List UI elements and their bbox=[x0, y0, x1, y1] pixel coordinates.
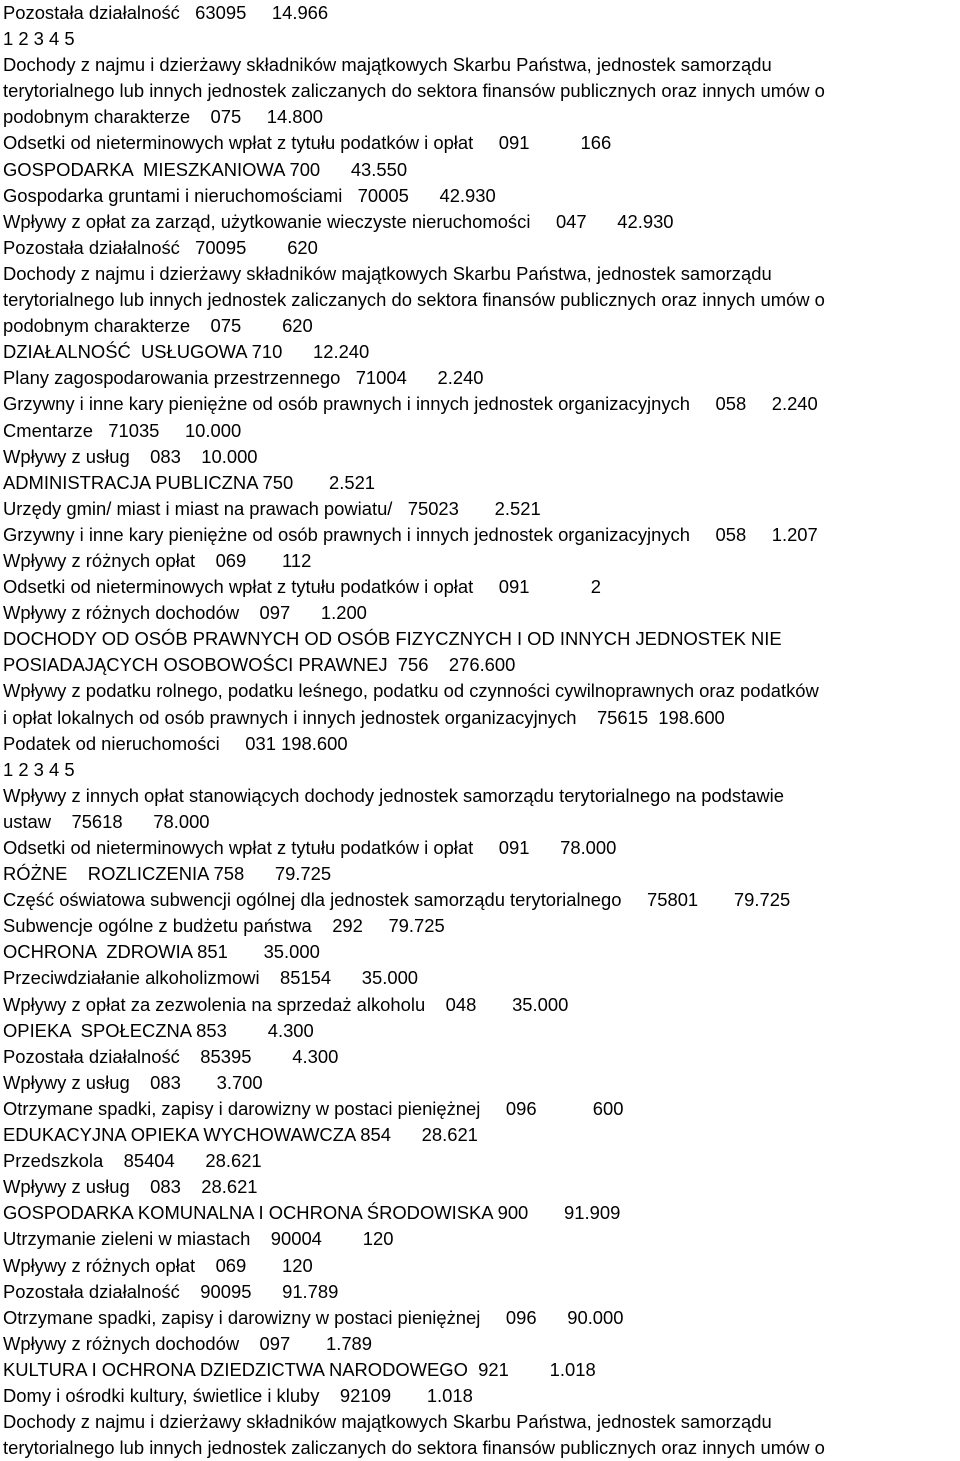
text-line: terytorialnego lub innych jednostek zaliczanych do sektora finansów publicznych oraz innych umów o bbox=[3, 1437, 825, 1459]
section-heading: KULTURA I OCHRONA DZIEDZICTWA NARODOWEGO 921 1.018 bbox=[3, 1358, 596, 1380]
section-heading: OPIEKA SPOŁECZNA 853 4.300 bbox=[3, 1019, 314, 1041]
section-heading: OCHRONA ZDROWIA 851 35.000 bbox=[3, 941, 320, 963]
text-line: Wpływy z różnych dochodów 097 1.200 bbox=[3, 602, 367, 624]
text-line: Przeciwdziałanie alkoholizmowi 85154 35.000 bbox=[3, 967, 419, 989]
text-line: Otrzymane spadki, zapisy i darowizny w postaci pieniężnej 096 600 bbox=[3, 1097, 624, 1119]
section-heading: GOSPODARKA MIESZKANIOWA 700 43.550 bbox=[3, 158, 408, 180]
text-line: Pozostała działalność 63095 14.966 bbox=[3, 2, 329, 23]
text-line: Pozostała działalność 85395 4.300 bbox=[3, 1045, 339, 1067]
text-line: Grzywny i inne kary pieniężne od osób prawnych i innych jednostek organizacyjnych 058 2.240 bbox=[3, 393, 818, 415]
text-line: Wpływy z usług 083 10.000 bbox=[3, 445, 258, 467]
section-heading: GOSPODARKA KOMUNALNA I OCHRONA ŚRODOWISKA 900 91.909 bbox=[3, 1202, 621, 1224]
text-line: Utrzymanie zieleni w miastach 90004 120 bbox=[3, 1228, 394, 1250]
text-line: Dochody z najmu i dzierżawy składników majątkowych Skarbu Państwa, jednostek samorządu bbox=[3, 54, 772, 76]
document-body bbox=[3, 0, 959, 1461]
text-line: Urzędy gmin/ miast i miast na prawach powiatu/ 75023 2.521 bbox=[3, 497, 541, 519]
text-line: Grzywny i inne kary pieniężne od osób prawnych i innych jednostek organizacyjnych 058 1.207 bbox=[3, 523, 818, 545]
text-line: podobnym charakterze 075 14.800 bbox=[3, 106, 323, 128]
column-numbers-line: 1 2 3 4 5 bbox=[3, 28, 75, 50]
text-line: Dochody z najmu i dzierżawy składników majątkowych Skarbu Państwa, jednostek samorządu bbox=[3, 1411, 772, 1433]
text-line: ustaw 75618 78.000 bbox=[3, 810, 210, 832]
section-heading: POSIADAJĄCYCH OSOBOWOŚCI PRAWNEJ 756 276.600 bbox=[3, 654, 516, 676]
text-line: Przedszkola 85404 28.621 bbox=[3, 1150, 262, 1172]
text-line: Wpływy z podatku rolnego, podatku leśnego, podatku od czynności cywilnoprawnych oraz podatków bbox=[3, 680, 819, 702]
text-line: i opłat lokalnych od osób prawnych i innych jednostek organizacyjnych 75615 198.600 bbox=[3, 706, 725, 728]
section-heading: DOCHODY OD OSÓB PRAWNYCH OD OSÓB FIZYCZNYCH I OD INNYCH JEDNOSTEK NIE bbox=[3, 628, 782, 650]
text-line: Odsetki od nieterminowych wpłat z tytułu podatków i opłat 091 2 bbox=[3, 576, 601, 598]
text-line: Wpływy z opłat za zezwolenia na sprzedaż alkoholu 048 35.000 bbox=[3, 993, 569, 1015]
column-numbers-line: 1 2 3 4 5 bbox=[3, 758, 75, 780]
text-line: Dochody z najmu i dzierżawy składników majątkowych Skarbu Państwa, jednostek samorządu bbox=[3, 262, 772, 284]
text-line: Wpływy z usług 083 28.621 bbox=[3, 1176, 258, 1198]
text-line: Wpływy z różnych opłat 069 120 bbox=[3, 1254, 313, 1276]
text-line: Pozostała działalność 70095 620 bbox=[3, 236, 318, 258]
text-line: Odsetki od nieterminowych wpłat z tytułu podatków i opłat 091 166 bbox=[3, 132, 612, 154]
text-line: podobnym charakterze 075 620 bbox=[3, 315, 313, 337]
text-line: Otrzymane spadki, zapisy i darowizny w postaci pieniężnej 096 90.000 bbox=[3, 1306, 624, 1328]
text-line: Wpływy z opłat za zarząd, użytkowanie wieczyste nieruchomości 047 42.930 bbox=[3, 210, 674, 232]
text-line: Podatek od nieruchomości 031 198.600 bbox=[3, 732, 348, 754]
text-line: Subwencje ogólne z budżetu państwa 292 79.725 bbox=[3, 915, 445, 937]
text-line: Pozostała działalność 90095 91.789 bbox=[3, 1280, 339, 1302]
section-heading: RÓŻNE ROZLICZENIA 758 79.725 bbox=[3, 863, 332, 885]
text-line: Odsetki od nieterminowych wpłat z tytułu podatków i opłat 091 78.000 bbox=[3, 837, 617, 858]
text-line: Domy i ośrodki kultury, świetlice i kluby 92109 1.018 bbox=[3, 1384, 473, 1406]
text-line: Cmentarze 71035 10.000 bbox=[3, 419, 242, 441]
text-line: Wpływy z usług 083 3.700 bbox=[3, 1071, 263, 1093]
text-line: Część oświatowa subwencji ogólnej dla jednostek samorządu terytorialnego 75801 79.725 bbox=[3, 889, 791, 911]
section-heading: DZIAŁALNOŚĆ USŁUGOWA 710 12.240 bbox=[3, 341, 370, 363]
text-line: Gospodarka gruntami i nieruchomościami 70005 42.930 bbox=[3, 184, 496, 206]
section-heading: EDUKACYJNA OPIEKA WYCHOWAWCZA 854 28.621 bbox=[3, 1124, 478, 1146]
text-line: terytorialnego lub innych jednostek zaliczanych do sektora finansów publicznych oraz innych umów o bbox=[3, 289, 825, 311]
text-line: Wpływy z innych opłat stanowiących dochody jednostek samorządu terytorialnego na podstawie bbox=[3, 784, 785, 806]
text-line: Wpływy z różnych dochodów 097 1.789 bbox=[3, 1332, 373, 1354]
section-heading: ADMINISTRACJA PUBLICZNA 750 2.521 bbox=[3, 471, 376, 493]
text-line: Wpływy z różnych opłat 069 112 bbox=[3, 549, 312, 571]
text-line: terytorialnego lub innych jednostek zaliczanych do sektora finansów publicznych oraz innych umów o bbox=[3, 80, 825, 102]
text-line: Plany zagospodarowania przestrzennego 71004 2.240 bbox=[3, 367, 484, 389]
